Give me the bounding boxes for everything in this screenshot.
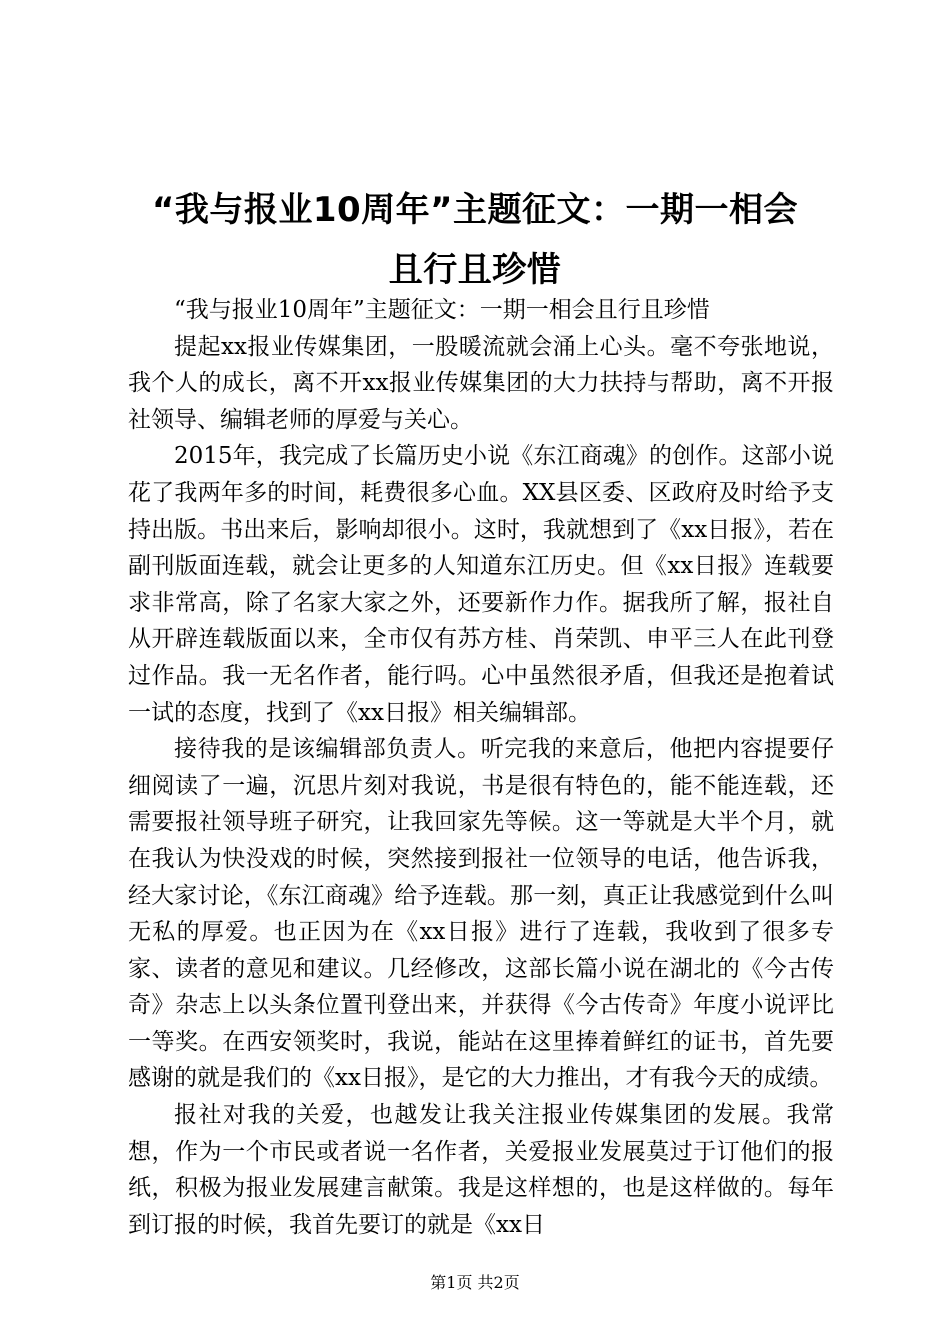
document-title-line2: 且行且珍惜 xyxy=(388,250,562,290)
page-footer: 第1页 共2页 xyxy=(430,1273,520,1292)
paragraph: 提起xx报业传媒集团，一股暖流就会涌上心头。毫不夸张地说，我个人的成长，离不开xx报业传媒集团的大力扶持与帮助，离不开报社领导、编辑老师的厚爱与关心。 xyxy=(128,333,834,433)
paragraph: 2015年，我完成了长篇历史小说《东江商魂》的创作。这部小说花了我两年多的时间，耗费很多心血。XX县区委、区政府及时给予支持出版。书出来后，影响却很小。这时，我就想到了《xx日报》，若在副刊版面连载，就会让更多的人知道东江历史。但《xx日报》连载要求非常高，除了名家大家之外，还要新作力作。据我所了解，报社自从开辟连载版面以来，全市仅有苏方桂、肖荣凯、申平三人在此刊登过作品。我一无名作者，能行吗。心中虽然很矛盾，但我还是抱着试一试的态度，找到了《xx日报》相关编辑部。 xyxy=(128,443,834,726)
document-title-line1: “我与报业10周年”主题征文：一期一相会 xyxy=(151,190,798,230)
paragraph: 接待我的是该编辑部负责人。听完我的来意后，他把内容提要仔细阅读了一遍，沉思片刻对我说，书是很有特色的，能不能连载，还需要报社领导班子研究，让我回家先等候。这一等就是大半个月，就在我认为快没戏的时候，突然接到报社一位领导的电话，他告诉我，经大家讨论，《东江商魂》给予连载。那一刻，真正让我感觉到什么叫无私的厚爱。也正因为在《xx日报》进行了连载，我收到了很多专家、读者的意见和建议。几经修改，这部长篇小说在湖北的《今古传奇》杂志上以头条位置刊登出来，并获得《今古传奇》年度小说评比一等奖。在西安领奖时，我说，能站在这里捧着鲜红的证书，首先要感谢的就是我们的《xx日报》，是它的大力推出，才有我今天的成绩。 xyxy=(128,736,834,1092)
document-body xyxy=(128,292,834,1243)
paragraph: 报社对我的关爱，也越发让我关注报业传媒集团的发展。我常想，作为一个市民或者说一名作者，关爱报业发展莫过于订他们的报纸，积极为报业发展建言献策。我是这样想的，也是这样做的。每年到订报的时候，我首先要订的就是《xx日 xyxy=(128,1102,834,1238)
paragraph-subtitle: “我与报业10周年”主题征文：一期一相会且行且珍惜 xyxy=(174,297,710,323)
